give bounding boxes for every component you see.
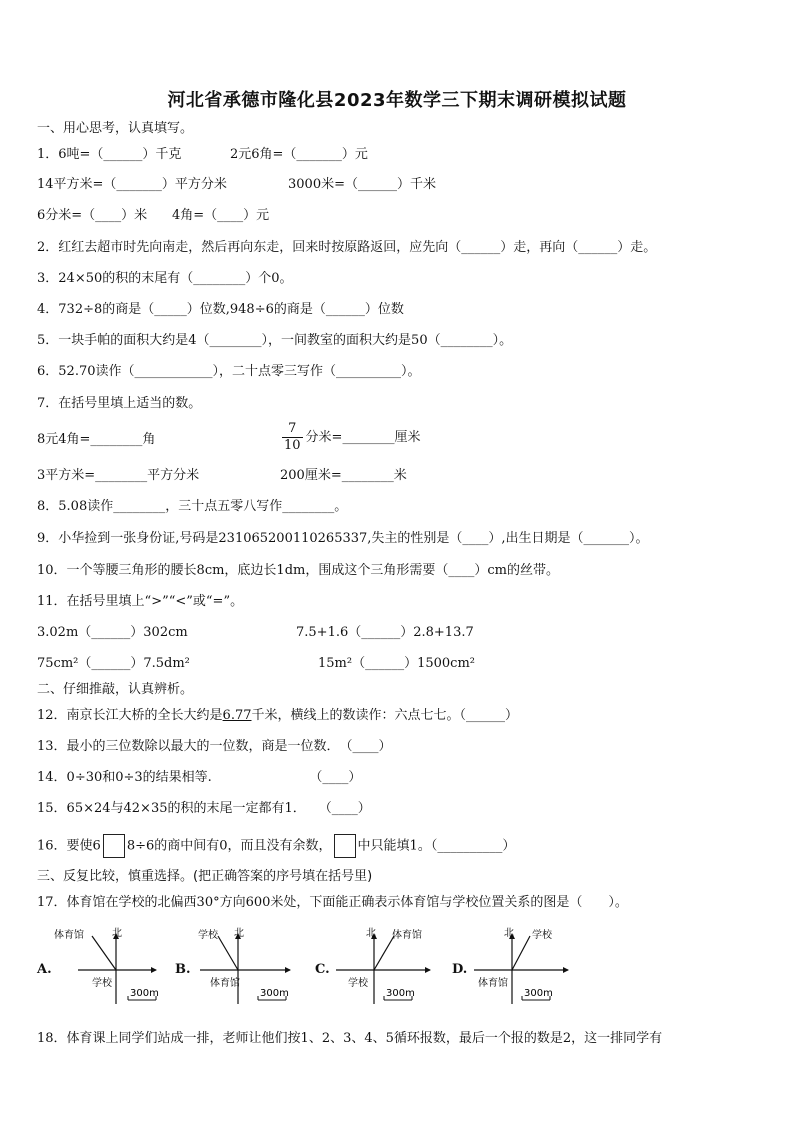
q1-a: 1．6吨=（______）千克 — [37, 147, 182, 162]
q11-stem: 11．在括号里填上“>”“<”或“=”。 — [37, 594, 244, 609]
q16 — [37, 834, 515, 858]
q6: 6．52.70读作（____________），二十点零三写作（__________）。 — [37, 364, 421, 379]
q12-pre: 12．南京长江大桥的全长大约是 — [37, 708, 223, 723]
blank-box — [334, 834, 356, 858]
scale-label: 300m — [524, 988, 553, 999]
q1-c: 14平方米=（_______）平方分米 — [37, 177, 227, 192]
q16-part-a: 16．要使6 — [37, 838, 101, 854]
q1-d: 3000米=（______）千米 — [288, 177, 436, 192]
direction-line — [218, 936, 238, 970]
fraction-seven-tenths — [282, 421, 303, 454]
q9: 9．小华捡到一张身份证,号码是231065200110265337,失主的性别是（____）,出生日期是（_______）。 — [37, 531, 649, 546]
section-2-heading: 二、仔细推敲，认真辨析。 — [37, 682, 194, 697]
q7-a: 8元4角=________角 — [37, 432, 156, 447]
scale-label: 300m — [386, 988, 415, 999]
q18: 18．体育课上同学们站成一排，老师让他们按1、2、3、4、5循环报数，最后一个报的数是2，这一排同学有 — [37, 1031, 663, 1046]
option-b-top-label: 学校 — [198, 930, 218, 941]
option-a-center-label: 学校 — [92, 978, 112, 989]
north-label: 北 — [504, 928, 514, 939]
q2: 2．红红去超市时先向南走，然后再向东走，回来时按原路返回，应先向（______）走，再向（______）走。 — [37, 240, 657, 255]
option-a-top-label: 体育馆 — [54, 930, 84, 941]
q7-b — [282, 421, 420, 454]
scale-label: 300m — [130, 988, 159, 999]
q12 — [37, 707, 518, 725]
q7-stem: 7．在括号里填上适当的数。 — [37, 396, 202, 411]
section-1-heading: 一、用心思考，认真填写。 — [37, 121, 194, 136]
section-3-heading: 三、反复比较，慎重选择。(把正确答案的序号填在括号里) — [37, 869, 373, 884]
q13: 13．最小的三位数除以最大的一位数，商是一位数． （____） — [37, 739, 392, 754]
north-label: 北 — [366, 928, 376, 939]
option-c-center-label: 学校 — [348, 978, 368, 989]
q1-b: 2元6角=（_______）元 — [230, 147, 368, 162]
q11-b: 7.5+1.6（______）2.8+13.7 — [296, 625, 474, 640]
q8: 8．5.08读作________，三十点五零八写作________。 — [37, 499, 348, 514]
north-label: 北 — [112, 928, 122, 939]
option-b-letter: B. — [175, 962, 191, 977]
option-d-top-label: 学校 — [532, 930, 552, 941]
blank-box — [103, 834, 125, 858]
q16-part-c: 中只能填1。（__________） — [357, 838, 516, 854]
q11-c: 75cm²（______）7.5dm² — [37, 656, 190, 671]
q1-f: 4角=（____）元 — [172, 208, 270, 223]
q4: 4．732÷8的商是（_____）位数,948÷6的商是（______）位数 — [37, 302, 404, 317]
option-c-diagram — [330, 924, 440, 1008]
q12-underlined-number: 6.77 — [222, 708, 252, 723]
q7-c: 3平方米=________平方分米 — [37, 468, 200, 483]
q10: 10．一个等腰三角形的腰长8cm，底边长1dm，围成这个三角形需要（____）cm的丝带。 — [37, 563, 559, 578]
option-d-diagram — [468, 924, 578, 1008]
option-d-center-label: 体育馆 — [478, 978, 508, 989]
q11-a: 3.02m（______）302cm — [37, 625, 188, 640]
q1-e: 6分米=（____）米 — [37, 208, 148, 223]
q3: 3．24×50的积的末尾有（________）个0。 — [37, 271, 293, 286]
option-c-top-label: 体育馆 — [392, 930, 422, 941]
q15: 15．65×24与42×35的积的末尾一定都有1． （____） — [37, 801, 371, 816]
option-b-center-label: 体育馆 — [210, 978, 240, 989]
option-b-diagram — [190, 924, 300, 1008]
q7-b-rest: 分米=________厘米 — [305, 430, 421, 445]
q16-part-b: 8÷6的商中间有0，而且没有余数， — [126, 838, 332, 854]
north-label: 北 — [234, 928, 244, 939]
q11-d: 15m²（______）1500cm² — [318, 656, 475, 671]
option-a-diagram — [52, 924, 162, 1008]
fraction-denominator: 10 — [284, 438, 301, 453]
fraction-numerator: 7 — [282, 421, 303, 438]
q14: 14．0÷30和0÷3的结果相等. （____） — [37, 770, 362, 785]
q5: 5．一块手帕的面积大约是4（________），一间教室的面积大约是50（________）。 — [37, 333, 513, 348]
option-c-letter: C. — [315, 962, 330, 977]
option-d-letter: D. — [452, 962, 468, 977]
direction-line — [374, 936, 394, 970]
q7-d: 200厘米=________米 — [280, 468, 407, 483]
page-title: 河北省承德市隆化县2023年数学三下期末调研模拟试题 — [167, 90, 627, 111]
direction-line — [92, 936, 116, 970]
direction-line — [512, 936, 530, 970]
q12-post: 千米，横线上的数读作：六点七七。（______） — [251, 708, 519, 723]
scale-label: 300m — [260, 988, 289, 999]
q17-stem: 17．体育馆在学校的北偏西30°方向600米处，下面能正确表示体育馆与学校位置关系的图是（ ）。 — [37, 895, 628, 910]
option-a-letter: A. — [37, 962, 52, 977]
